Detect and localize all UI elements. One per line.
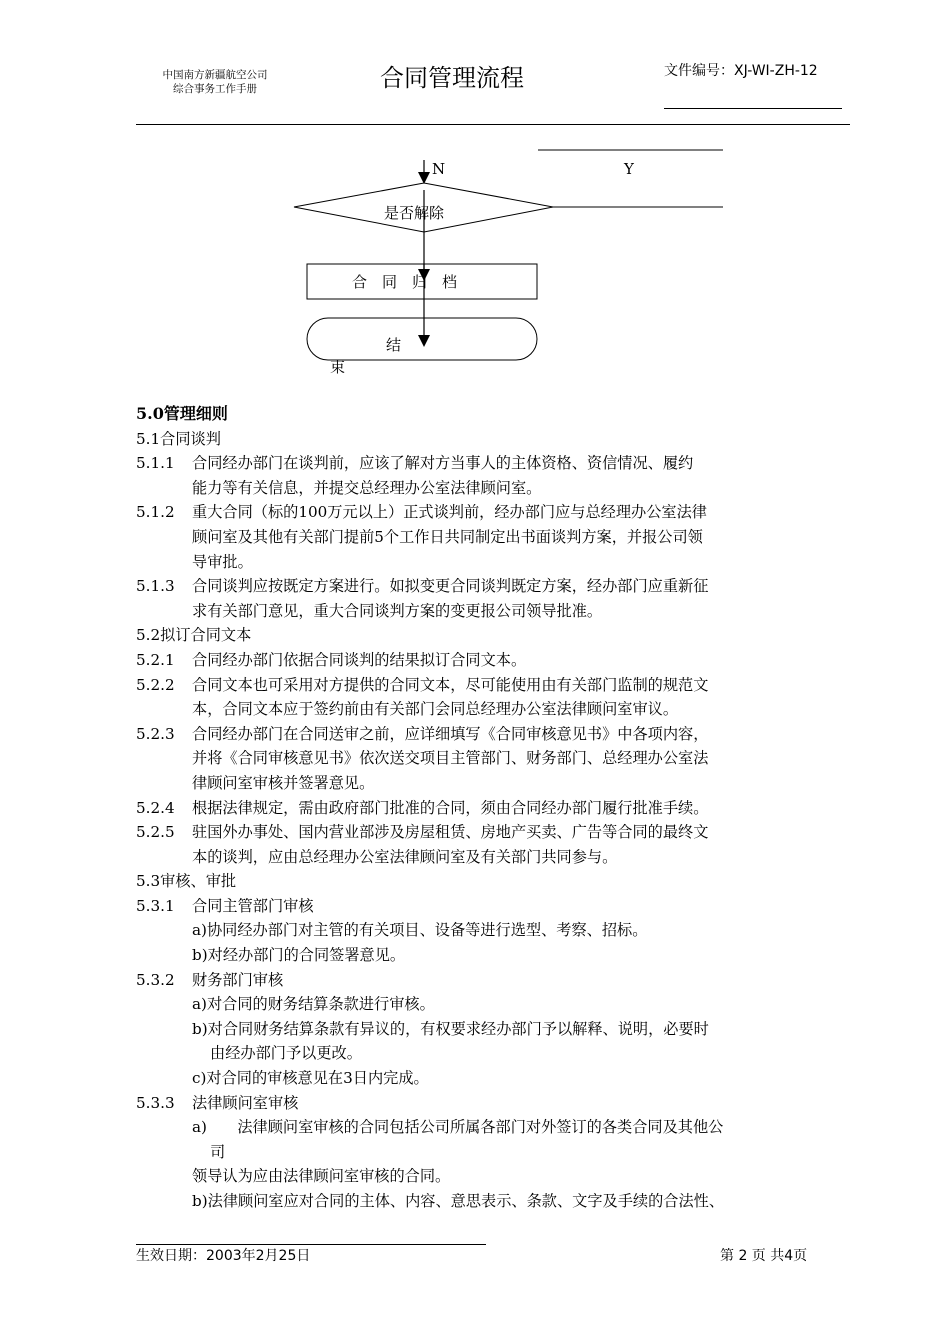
list-item: c)对合同的审核意见在3日内完成。 [192, 1069, 429, 1088]
section-heading: 5.0管理细则 [136, 404, 228, 423]
clause-number: 5.2.5 [136, 823, 175, 842]
clause-5-2-4 [136, 796, 856, 821]
list-item-cont: 由经办部门予以更改。 [210, 1044, 362, 1063]
clause-text-cont: 律顾问室审核并签署意见。 [192, 773, 375, 792]
list-item: b)对经办部门的合同签署意见。 [192, 946, 406, 965]
clause-5-2-1 [136, 648, 856, 673]
clause-5-1-3 [136, 574, 856, 599]
list-item: a)协同经办部门对主管的有关项目、设备等进行选型、考察、招标。 [192, 921, 648, 940]
clause-text: 驻国外办事处、国内营业部涉及房屋租赁、房地产买卖、广告等合同的最终文 [192, 823, 709, 842]
clause-text-cont: 本，合同文本应于签约前由有关部门会同总经理办公室法律顾问室审议。 [192, 700, 678, 719]
clause-text: 合同经办部门依据合同谈判的结果拟订合同文本。 [192, 650, 527, 669]
clause-number: 5.3.3 [136, 1093, 175, 1112]
clause-5-2-3 [136, 722, 856, 747]
clause-text: 重大合同（标的100万元以上）正式谈判前，经办部门应与总经理办公室法律 [192, 503, 707, 522]
subsection-heading: 5.2拟订合同文本 [136, 626, 252, 645]
company-line-2: 综合事务工作手册 [173, 83, 257, 95]
clause-text: 财务部门审核 [192, 970, 284, 989]
end-terminator [307, 318, 537, 360]
end-label-2: 束 [330, 358, 346, 376]
clause-5-3-2 [136, 968, 856, 993]
clause-text-cont: 求有关部门意见，重大合同谈判方案的变更报公司领导批准。 [192, 601, 603, 620]
clause-number: 5.2.3 [136, 724, 175, 743]
subsection-heading: 5.1合同谈判 [136, 429, 221, 448]
clause-number: 5.2.2 [136, 675, 175, 694]
clause-number: 5.1.2 [136, 503, 175, 522]
company-line-1: 中国南方新疆航空公司 [162, 69, 268, 81]
end-label-1: 结 [386, 336, 402, 354]
subsection-heading: 5.3审核、审批 [136, 872, 237, 891]
clause-text: 合同经办部门在合同送审之前，应详细填写《合同审核意见书》中各项内容， [192, 724, 709, 743]
list-item: a) 法律顾问室审核的合同包括公司所属各部门对外签订的各类合同及其他公 [192, 1118, 724, 1137]
yes-label: Y [624, 160, 634, 178]
management-rules [136, 402, 856, 1214]
clause-text: 合同谈判应按既定方案进行。如拟变更合同谈判既定方案，经办部门应重新征 [192, 577, 709, 596]
clause-text: 法律顾问室审核 [192, 1093, 299, 1112]
clause-text: 合同文本也可采用对方提供的合同文本，尽可能使用由有关部门监制的规范文 [192, 675, 709, 694]
page-title: 合同管理流程 [380, 64, 524, 92]
clause-text-cont: 能力等有关信息，并提交总经理办公室法律顾问室。 [192, 478, 542, 497]
clause-text: 合同经办部门在谈判前，应该了解对方当事人的主体资格、资信情况、履约 [192, 454, 694, 473]
clause-5-2-5 [136, 820, 856, 845]
clause-text: 合同主管部门审核 [192, 896, 314, 915]
document-number: 文件编号：XJ-WI-ZH-12 [664, 63, 818, 79]
clause-5-1-1 [136, 451, 856, 476]
list-item-cont: 司 [210, 1142, 226, 1161]
archive-label: 合 同 归 档 [352, 273, 458, 291]
list-item: a)对合同的财务结算条款进行审核。 [192, 995, 435, 1014]
clause-number: 5.3.1 [136, 896, 175, 915]
clause-text-cont: 并将《合同审核意见书》依次送交项目主管部门、财务部门、总经理办公室法 [192, 749, 709, 768]
effective-date: 生效日期：2003年2月25日 [136, 1248, 311, 1264]
decision-label: 是否解除 [384, 204, 445, 222]
clause-5-3-3 [136, 1091, 856, 1116]
clause-number: 5.1.1 [136, 454, 175, 473]
clause-number: 5.2.4 [136, 798, 175, 817]
clause-number: 5.3.2 [136, 970, 175, 989]
clause-5-2-2 [136, 673, 856, 698]
clause-text-cont: 导审批。 [192, 552, 253, 571]
list-item: b)法律顾问室应对合同的主体、内容、意思表示、条款、文字及手续的合法性、 [192, 1192, 725, 1210]
clause-number: 5.1.3 [136, 577, 175, 596]
flowchart [0, 0, 950, 400]
clause-text: 根据法律规定，需由政府部门批准的合同，须由合同经办部门履行批准手续。 [192, 798, 709, 817]
clause-5-1-2 [136, 500, 856, 525]
page-number: 第 2 页 共4页 [720, 1248, 808, 1264]
clause-5-3-1 [136, 894, 856, 919]
clause-text-cont: 顾问室及其他有关部门提前5个工作日共同制定出书面谈判方案，并报公司领 [192, 527, 703, 546]
list-item-cont: 领导认为应由法律顾问室审核的合同。 [192, 1167, 451, 1186]
no-label: N [432, 160, 446, 178]
clause-text-cont: 本的谈判，应由总经理办公室法律顾问室及有关部门共同参与。 [192, 847, 618, 866]
clause-number: 5.2.1 [136, 650, 175, 669]
list-item: b)对合同财务结算条款有异议的，有权要求经办部门予以解释、说明，必要时 [192, 1019, 709, 1038]
